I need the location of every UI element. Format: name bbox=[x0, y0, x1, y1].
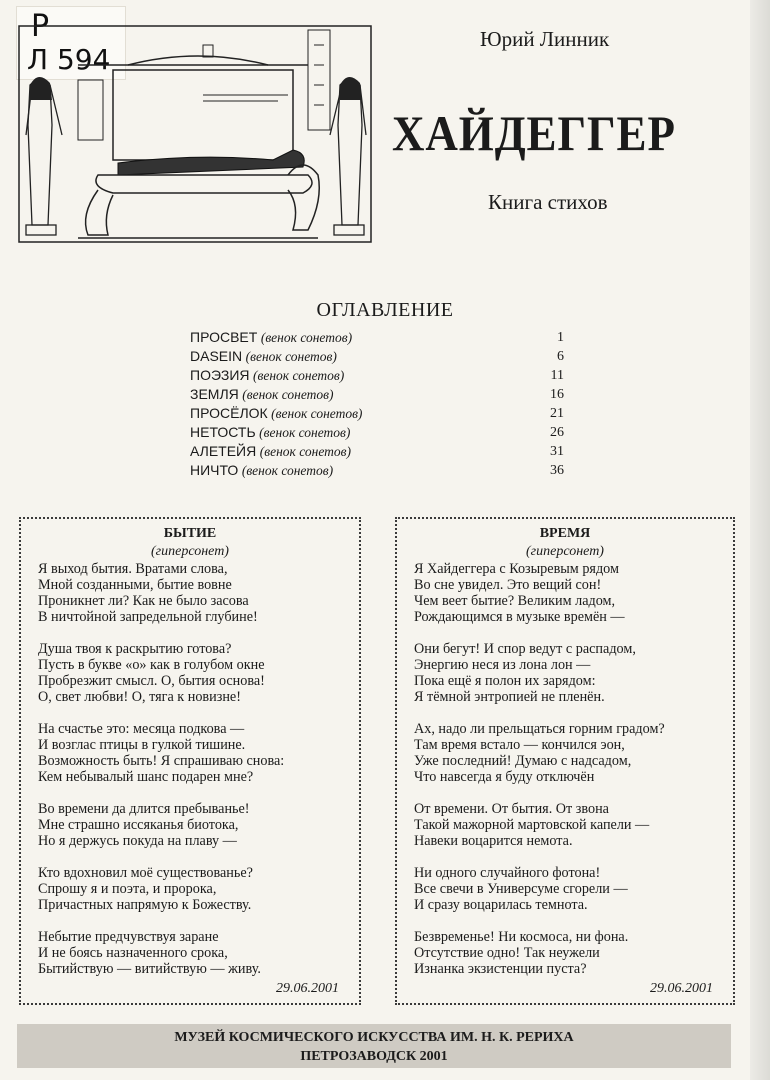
publisher-name: МУЗЕЙ КОСМИЧЕСКОГО ИСКУССТВА ИМ. Н. К. РЕРИХА bbox=[174, 1030, 574, 1045]
stanza-gap bbox=[414, 913, 733, 929]
stanza-gap bbox=[38, 913, 359, 929]
poem-line: И сразу воцарилась темнота. bbox=[414, 897, 588, 913]
poem-line: И не боясь назначенного срока, bbox=[38, 945, 228, 961]
poem-line: На счастье это: месяца подкова — bbox=[38, 721, 245, 737]
toc-item bbox=[190, 461, 564, 480]
poem-line: Что навсегда я буду отключён bbox=[414, 769, 595, 785]
poem-line: Ах, надо ли прельщаться горним градом? bbox=[414, 721, 665, 737]
poem-box-vremya bbox=[395, 517, 735, 1005]
toc-item bbox=[190, 366, 564, 385]
table-of-contents bbox=[190, 328, 564, 480]
toc-item-title: DASEIN bbox=[190, 348, 243, 364]
toc-item-page: 11 bbox=[550, 368, 564, 383]
poem-line: Кем небывалый шанс подарен мне? bbox=[38, 769, 254, 785]
poem-line: Душа твоя к раскрытию готова? bbox=[38, 641, 232, 657]
poem-line: Навеки воцарится немота. bbox=[414, 833, 573, 849]
toc-item-note: (венок сонетов) bbox=[271, 406, 363, 421]
poem-line: Но я держусь покуда на плаву — bbox=[38, 833, 237, 849]
toc-item-page: 36 bbox=[550, 463, 564, 478]
poem-lines bbox=[21, 561, 359, 977]
poem-line: Я тёмной энтропией не пленён. bbox=[414, 689, 605, 705]
toc-item-title: ПОЭЗИЯ bbox=[190, 367, 250, 383]
poem-line: Рождающимся в музыке времён — bbox=[414, 609, 625, 625]
poem-line: Во времени да длится пребыванье! bbox=[38, 801, 250, 817]
poem-line: Мне страшно иссяканья биотока, bbox=[38, 817, 239, 833]
poem-line: Бытийствую — витийствую — живу. bbox=[38, 961, 261, 977]
book-spine-edge bbox=[750, 0, 770, 1080]
toc-item-title: НЕТОСТЬ bbox=[190, 424, 256, 440]
stanza-gap bbox=[414, 849, 733, 865]
toc-item-page: 31 bbox=[550, 444, 564, 459]
toc-item-title: ПРОСВЕТ bbox=[190, 329, 258, 345]
poem-line: Небытие предчувствуя заране bbox=[38, 929, 219, 945]
poem-line: И возглас птицы в гулкой тишине. bbox=[38, 737, 246, 753]
toc-item-note: (венок сонетов) bbox=[259, 444, 351, 459]
stamp-line-2: Л 594 bbox=[27, 43, 111, 76]
toc-item-note: (венок сонетов) bbox=[259, 425, 351, 440]
toc-item-title: АЛЕТЕЙЯ bbox=[190, 443, 257, 459]
poem-title: БЫТИЕ bbox=[163, 526, 217, 541]
publisher-city-year: ПЕТРОЗАВОДСК 2001 bbox=[300, 1049, 448, 1064]
poem-line: Они бегут! И спор ведут с распадом, bbox=[414, 641, 636, 657]
poem-line: Я выход бытия. Вратами слова, bbox=[38, 561, 228, 577]
stanza-gap bbox=[38, 849, 359, 865]
poem-line: Спрошу я и поэта, и пророка, bbox=[38, 881, 217, 897]
toc-item-note: (венок сонетов) bbox=[253, 368, 345, 383]
toc-item-title: ЗЕМЛЯ bbox=[190, 386, 239, 402]
book-title: ХАЙДЕГГЕР bbox=[392, 105, 676, 161]
book-subtitle: Книга стихов bbox=[488, 190, 608, 214]
toc-item bbox=[190, 423, 564, 442]
poem-line: Такой мажорной мартовской капели — bbox=[414, 817, 650, 833]
toc-item-page: 1 bbox=[557, 330, 564, 345]
poem-date: 29.06.2001 bbox=[650, 981, 713, 996]
poem-line: Кто вдохновил моё существованье? bbox=[38, 865, 253, 881]
poem-subtitle: (гиперсонет) bbox=[526, 544, 604, 559]
toc-item bbox=[190, 404, 564, 423]
poem-line: Я Хайдеггера с Козыревым рядом bbox=[414, 561, 619, 577]
author-name: Юрий Линник bbox=[480, 27, 610, 51]
stanza-gap bbox=[38, 705, 359, 721]
toc-item bbox=[190, 347, 564, 366]
toc-item bbox=[190, 328, 564, 347]
toc-item bbox=[190, 385, 564, 404]
toc-item-page: 16 bbox=[550, 387, 564, 402]
poem-line: Чем веет бытие? Великим ладом, bbox=[414, 593, 616, 609]
poem-line: Отсутствие одно! Так неужели bbox=[414, 945, 600, 961]
poem-line: Пусть в букве «о» как в голубом окне bbox=[38, 657, 265, 673]
toc-item bbox=[190, 442, 564, 461]
toc-item-note: (венок сонетов) bbox=[241, 463, 334, 478]
poem-line: О, свет любви! О, тяга к новизне! bbox=[38, 689, 241, 705]
stanza-gap bbox=[38, 785, 359, 801]
toc-item-note: (венок сонетов) bbox=[245, 349, 337, 364]
poem-title: ВРЕМЯ bbox=[539, 526, 591, 541]
publisher-footer bbox=[17, 1024, 731, 1068]
stanza-gap bbox=[414, 785, 733, 801]
poem-subtitle: (гиперсонет) bbox=[151, 544, 229, 559]
stanza-gap bbox=[414, 705, 733, 721]
poem-line: Пробрезжит смысл. О, бытия основа! bbox=[38, 673, 265, 689]
poem-line: Проникнет ли? Как не было засова bbox=[38, 593, 249, 609]
toc-item-title: ПРОСЁЛОК bbox=[190, 405, 268, 421]
toc-item-page: 21 bbox=[550, 406, 564, 421]
toc-item-title: НИЧТО bbox=[190, 462, 239, 478]
toc-heading: ОГЛАВЛЕНИЕ bbox=[316, 299, 454, 321]
poem-date: 29.06.2001 bbox=[276, 981, 339, 996]
stanza-gap bbox=[38, 625, 359, 641]
poem-line: В ничтойной запредельной глубине! bbox=[38, 609, 258, 625]
poem-line: Все свечи в Универсуме сгорели — bbox=[414, 881, 628, 897]
toc-item-page: 6 bbox=[557, 349, 564, 364]
egyptian-funeral-scene-icon bbox=[18, 25, 372, 243]
stamp-line-1: Р bbox=[31, 9, 50, 44]
toc-item-note: (венок сонетов) bbox=[260, 330, 353, 345]
poem-line: Причастных напрямую к Божеству. bbox=[38, 897, 252, 913]
poem-box-bytie bbox=[19, 517, 361, 1005]
stanza-gap bbox=[414, 625, 733, 641]
poem-line: Во сне увидел. Это вещий сон! bbox=[414, 577, 602, 593]
poem-line: Ни одного случайного фотона! bbox=[414, 865, 601, 881]
poem-line: Мной созданными, бытие вовне bbox=[38, 577, 232, 593]
poem-line: Уже последний! Думаю с надсадом, bbox=[414, 753, 632, 769]
toc-item-note: (венок сонетов) bbox=[242, 387, 334, 402]
poem-line: Там время встало — кончился эон, bbox=[414, 737, 625, 753]
poem-line: Безвременье! Ни космоса, ни фона. bbox=[414, 929, 629, 945]
poem-line: Возможность быть! Я спрашиваю снова: bbox=[38, 753, 285, 769]
toc-item-page: 26 bbox=[550, 425, 564, 440]
poem-line: От времени. От бытия. От звона bbox=[414, 801, 609, 817]
poem-line: Изнанка экзистенции пуста? bbox=[414, 961, 587, 977]
poem-line: Пока ещё я полон их зарядом: bbox=[414, 673, 596, 689]
poem-line: Энергию неся из лона лон — bbox=[414, 657, 591, 673]
poem-lines bbox=[397, 561, 733, 977]
